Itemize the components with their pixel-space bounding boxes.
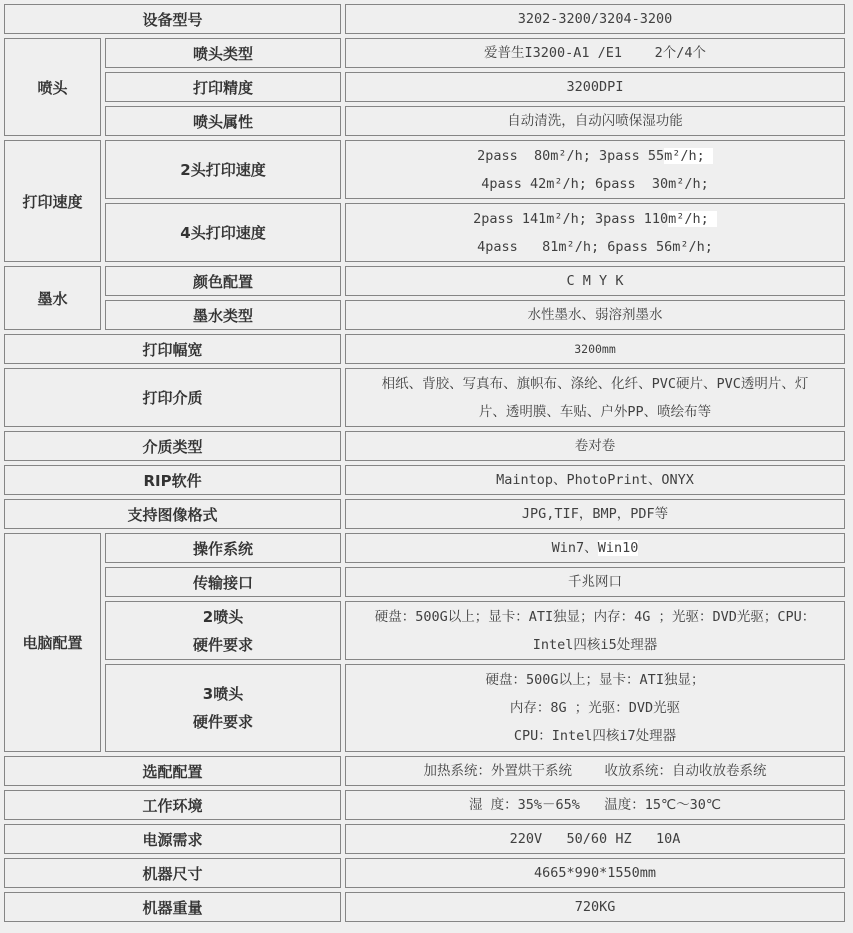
spec-label-cell: 2头打印速度 [105, 140, 341, 199]
spec-row [4, 499, 845, 529]
spec-row [4, 106, 845, 136]
value-text: 4pass 42m²/h; 6pass 30m²/h; [481, 175, 709, 192]
spec-label-cell: 支持图像格式 [4, 499, 341, 529]
spec-value-cell [345, 858, 845, 888]
spec-value-cell [345, 300, 845, 330]
spec-row [4, 824, 845, 854]
value-text: 相纸、背胶、写真布、旗帜布、涤纶、化纤、PVC硬片、PVC透明片、灯 [381, 375, 809, 392]
spec-label-cell: 介质类型 [4, 431, 341, 461]
spec-value-cell [345, 465, 845, 495]
value-text: 3200DPI [566, 79, 624, 95]
value-text: 卷对卷 [574, 438, 616, 454]
spec-row [4, 892, 845, 922]
value-text: CPU：Intel四核i7处理器 [513, 728, 677, 744]
spec-value-cell [345, 266, 845, 296]
spec-value-line [348, 39, 842, 67]
spec-value-line [348, 370, 842, 398]
value-text: Maintop、PhotoPrint、ONYX [496, 472, 694, 488]
spec-value-line [348, 107, 842, 135]
spec-label-cell: 打印介质 [4, 368, 341, 427]
spec-value-line [348, 233, 842, 261]
value-text: 千兆网口 [568, 574, 622, 590]
spec-value-line [348, 666, 842, 694]
spec-value-cell [345, 664, 845, 752]
spec-value-line [348, 335, 842, 363]
highlighted-text: m²/h; [664, 147, 713, 164]
spec-value-line [348, 859, 842, 887]
spec-value-line [348, 432, 842, 460]
value-text: Intel四核i5处理器 [532, 636, 658, 653]
spec-value-line [348, 757, 842, 785]
spec-label-cell: 工作环境 [4, 790, 341, 820]
spec-label-line: 3喷头 [202, 685, 244, 703]
spec-label-line: 硬件要求 [193, 635, 254, 654]
spec-label-cell: 4头打印速度 [105, 203, 341, 262]
spec-label-cell: 打印精度 [105, 72, 341, 102]
spec-label-cell: 传输接口 [105, 567, 341, 597]
group-cell: 电脑配置 [4, 533, 101, 752]
spec-value-line [348, 791, 842, 819]
spec-row [4, 72, 845, 102]
spec-row [4, 4, 845, 34]
spec-value-cell [345, 892, 845, 922]
value-text: 硬盘：500G以上；显卡：ATI独显；内存：4G ；光驱：DVD光驱；CPU： [374, 608, 816, 625]
spec-label-cell: 设备型号 [4, 4, 341, 34]
spec-label-cell: 电源需求 [4, 824, 341, 854]
spec-value-line [348, 466, 842, 494]
value-text: 4pass 81m²/h; 6pass 56m²/h; [477, 238, 713, 255]
spec-row [4, 465, 845, 495]
spec-row [4, 334, 845, 364]
spec-row [4, 567, 845, 597]
spec-value-line [348, 500, 842, 528]
spec-value-cell [345, 790, 845, 820]
highlighted-text: m²/h; [668, 210, 717, 227]
spec-label-line: 2喷头 [202, 607, 244, 626]
spec-value-line [348, 825, 842, 853]
spec-row [4, 664, 845, 752]
spec-row [4, 858, 845, 888]
value-text: 4665*990*1550mm [534, 865, 656, 881]
spec-row [4, 756, 845, 786]
spec-row [4, 203, 845, 262]
value-text: JPG,TIF，BMP，PDF等 [521, 506, 669, 522]
spec-label-cell: 颜色配置 [105, 266, 341, 296]
spec-value-cell [345, 106, 845, 136]
value-text: C M Y K [566, 273, 624, 289]
spec-row [4, 601, 845, 660]
spec-label-cell: 机器重量 [4, 892, 341, 922]
spec-value-line [348, 267, 842, 295]
value-text: 3202-3200/3204-3200 [517, 11, 673, 27]
value-text: 720KG [574, 899, 616, 915]
spec-label-cell: 选配配置 [4, 756, 341, 786]
spec-label-cell: 喷头属性 [105, 106, 341, 136]
spec-row [4, 431, 845, 461]
spec-row [4, 140, 845, 199]
spec-label-cell: RIP软件 [4, 465, 341, 495]
value-text: 2pass 80m²/h; 3pass 55 [477, 147, 665, 164]
spec-value-cell [345, 334, 845, 364]
spec-value-cell [345, 368, 845, 427]
spec-value-line [348, 398, 842, 426]
spec-value-line [348, 205, 842, 233]
spec-value-cell [345, 756, 845, 786]
value-text: 220V 50/60 HZ 10A [509, 831, 681, 847]
spec-label-cell: 打印幅宽 [4, 334, 341, 364]
spec-value-line [348, 694, 842, 722]
value-text: 爱普生I3200-A1 /E1 2个/4个 [484, 45, 706, 61]
value-text: 水性墨水、弱溶剂墨水 [527, 307, 663, 323]
group-cell: 打印速度 [4, 140, 101, 262]
group-cell: 喷头 [4, 38, 101, 136]
spec-value-cell [345, 824, 845, 854]
spec-value-cell [345, 140, 845, 199]
spec-label-line: 硬件要求 [193, 713, 254, 731]
value-text: Win7、 [551, 540, 598, 556]
spec-row [4, 266, 845, 296]
value-text: 湿 度：35%－65% 温度：15℃～30℃ [468, 797, 722, 813]
spec-value-line [348, 603, 842, 631]
spec-value-cell [345, 533, 845, 563]
highlighted-text: Win10 [597, 540, 639, 556]
spec-value-line [348, 631, 842, 659]
spec-value-line [348, 142, 842, 170]
value-text: 加热系统：外置烘干系统 收放系统：自动收放卷系统 [423, 763, 767, 779]
spec-value-line [348, 5, 842, 33]
spec-value-cell [345, 203, 845, 262]
spec-row [4, 38, 845, 68]
spec-label-cell: 操作系统 [105, 533, 341, 563]
spec-label-cell [105, 601, 341, 660]
spec-value-cell [345, 4, 845, 34]
spec-label-cell [105, 664, 341, 752]
spec-value-line [348, 534, 842, 562]
value-text: 硬盘：500G以上；显卡：ATI独显； [485, 672, 705, 688]
spec-value-line [348, 301, 842, 329]
spec-value-line [348, 893, 842, 921]
spec-value-line [348, 568, 842, 596]
spec-value-cell [345, 601, 845, 660]
spec-value-line [348, 73, 842, 101]
value-text: 片、透明膜、车贴、户外PP、喷绘布等 [478, 403, 712, 420]
spec-value-cell [345, 431, 845, 461]
spec-row [4, 533, 845, 563]
spec-label-cell: 机器尺寸 [4, 858, 341, 888]
value-text: 2pass 141m²/h; 3pass 110 [473, 210, 669, 227]
spec-table-body [4, 4, 845, 922]
spec-value-line [348, 722, 842, 750]
spec-value-cell [345, 38, 845, 68]
value-text: 自动清洗，自动闪喷保湿功能 [507, 113, 683, 129]
value-text: 3200mm [574, 342, 616, 356]
spec-value-cell [345, 567, 845, 597]
spec-value-cell [345, 499, 845, 529]
spec-value-line [348, 170, 842, 198]
spec-label-cell: 墨水类型 [105, 300, 341, 330]
spec-label-cell: 喷头类型 [105, 38, 341, 68]
spec-row [4, 368, 845, 427]
value-text: 内存：8G ；光驱：DVD光驱 [509, 700, 681, 716]
spec-value-cell [345, 72, 845, 102]
spec-row [4, 300, 845, 330]
spec-row [4, 790, 845, 820]
group-cell: 墨水 [4, 266, 101, 330]
